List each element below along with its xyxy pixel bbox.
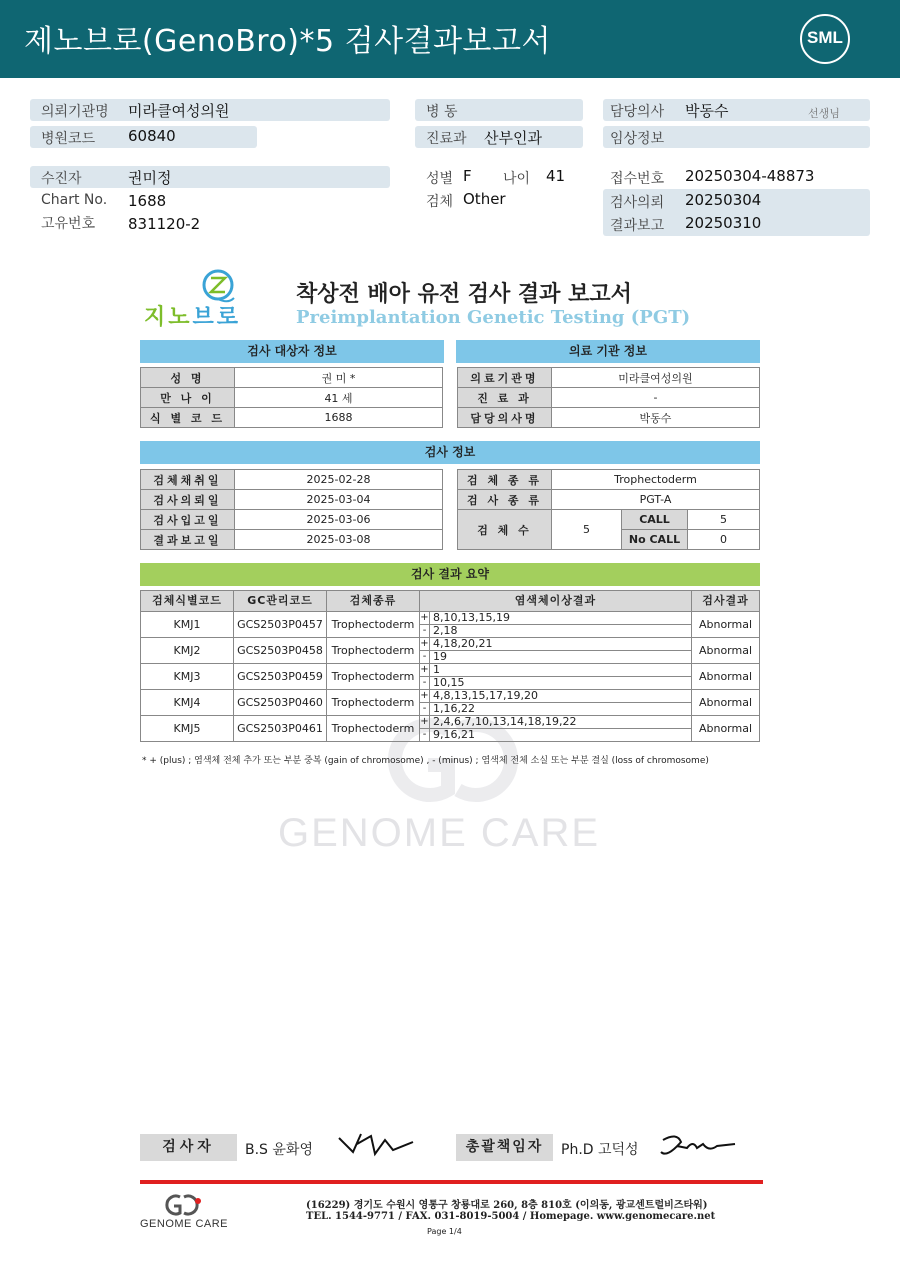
sample-id: KMJ3 [141,664,234,690]
specimen-type: Trophectoderm [552,470,760,490]
report-date-label: 결과보고일 [141,530,235,550]
patient-box [30,166,390,188]
top-banner [0,0,900,78]
chart-label: Chart No. [41,192,108,208]
result-value: Abnormal [692,638,760,664]
specimen-kind: Trophectoderm [327,638,420,664]
inst-doctor: 박동수 [552,408,760,428]
minus-sign: - [420,625,430,638]
hospital-code-label: 병원코드 [41,131,96,147]
request-date: 2025-03-04 [235,490,443,510]
inst-doctor-label: 담당의사명 [458,408,552,428]
test-type: PGT-A [552,490,760,510]
minus-sign: - [420,703,430,716]
age-value: 41 [546,167,566,185]
minus-sign: - [420,677,430,690]
minus-sign: - [420,729,430,742]
sample-id: KMJ5 [141,716,234,742]
specimen-kind: Trophectoderm [327,690,420,716]
age-label: 나이 [503,171,531,187]
patient-label: 수진자 [41,171,82,187]
nocall-value: 0 [688,530,760,550]
subject-id: 1688 [235,408,443,428]
subject-id-label: 식 별 코 드 [141,408,235,428]
result-value: Abnormal [692,612,760,638]
specimen-kind: Trophectoderm [327,664,420,690]
gc-code: GCS2503P0458 [234,638,327,664]
summary-table [140,590,760,742]
footer-contact-line: TEL. 1544-9771 / FAX. 031-8019-5004 / Homepage. www.genomecare.net [306,1211,716,1222]
tester-label: 검사자 [140,1134,237,1161]
report-subtitle: Preimplantation Genetic Testing (PGT) [296,307,691,328]
uid-value: 831120-2 [128,215,201,233]
gain-chromosomes: 4,18,20,21 [430,638,692,651]
gain-chromosomes: 4,8,13,15,17,19,20 [430,690,692,703]
director-signature [657,1128,737,1162]
sml-logo [800,14,850,64]
director-name: Ph.D 고덕성 [561,1142,639,1158]
call-value: 5 [688,510,760,530]
summary-header-gc: GC관리코드 [234,591,327,612]
gc-code: GCS2503P0459 [234,664,327,690]
result-value: Abnormal [692,690,760,716]
report-title: 착상전 배아 유전 검사 결과 보고서 [296,282,632,307]
table-row [141,716,760,729]
result-value: Abnormal [692,664,760,690]
loss-chromosomes: 1,16,22 [430,703,692,716]
footer-address-line: (16229) 경기도 수원시 영통구 창룡대로 260, 8층 810호 (이의동, 광교센트럴비즈타워) [306,1200,708,1211]
ward-label: 병 동 [426,104,458,120]
specimen-value: Other [463,190,506,208]
footer-divider [140,1180,763,1184]
inst-dept-label: 진 료 과 [458,388,552,408]
minus-sign: - [420,651,430,664]
banner-title: 제노브로(GenoBro)*5 검사결과보고서 [24,24,551,59]
plus-sign: + [420,664,429,675]
loss-chromosomes: 9,16,21 [430,729,692,742]
summary-header-result: 검사결과 [692,591,760,612]
call-label: CALL [622,510,688,530]
summary-header-chromosome: 염색체이상결과 [420,591,692,612]
result-value: Abnormal [692,716,760,742]
doctor-label: 담당의사 [610,104,665,120]
plus-sign: + [420,638,429,649]
sex-value: F [463,167,472,185]
nocall-label: No CALL [622,530,688,550]
genome-care-logo-icon [162,1192,202,1218]
page-number: Page 1/4 [427,1227,462,1236]
plus-sign: + [420,716,429,727]
collect-label: 검체채취일 [141,470,235,490]
report-label: 결과보고 [610,218,665,234]
institution-value: 미라클여성의원 [128,102,230,120]
summary-header-id: 검체식별코드 [141,591,234,612]
brand-text-b: 브로 [192,305,242,330]
specimen-kind: Trophectoderm [327,612,420,638]
watermark-text: GENOME CARE [278,811,601,855]
dept-label: 진료과 [426,131,467,147]
loss-chromosomes: 2,18 [430,625,692,638]
tester-signature [337,1130,417,1160]
receive-label: 검사입고일 [141,510,235,530]
subject-name-label: 성 명 [141,368,235,388]
specimen-label: 검체 [426,194,454,210]
test-info-section-header: 검사 정보 [140,441,760,464]
summary-footnote: * + (plus) ; 염색체 전체 추가 또는 부분 중복 (gain of chromosome) , - (minus) ; 염색체 전체 소실 또는 부분 결실 (loss of chromosome) [142,756,709,766]
receipt-value: 20250304-48873 [685,167,815,185]
test-type-table [457,469,760,550]
doctor-suffix: 선생님 [808,107,840,120]
sample-id: KMJ1 [141,612,234,638]
gc-code: GCS2503P0461 [234,716,327,742]
institution-table [457,367,760,428]
uid-label: 고유번호 [41,216,96,232]
sml-logo-text: SML [807,28,843,47]
table-row [141,612,760,625]
request-date-label: 검사의뢰일 [141,490,235,510]
summary-header-type: 검체종류 [327,591,420,612]
doctor-value: 박동수 [685,102,729,120]
subject-table [140,367,443,428]
gc-code: GCS2503P0457 [234,612,327,638]
table-row [141,690,760,703]
subject-name: 권 미 * [235,368,443,388]
test-type-label: 검 사 종 류 [458,490,552,510]
institution-label: 의뢰기관명 [41,104,109,120]
summary-section-header: 검사 결과 요약 [140,563,760,586]
hospital-code-value: 60840 [128,127,176,145]
collect-date: 2025-02-28 [235,470,443,490]
dept-value: 산부인과 [484,129,542,147]
count-value: 5 [552,510,622,550]
sex-label: 성별 [426,171,454,187]
brand-text-a: 지노 [144,305,193,330]
inst-dept: - [552,388,760,408]
gain-chromosomes: 8,10,13,15,19 [430,612,692,625]
sample-id: KMJ2 [141,638,234,664]
subject-age: 41 세 [235,388,443,408]
brand-logo-text [144,300,241,331]
inst-name-label: 의료기관명 [458,368,552,388]
table-row [141,664,760,677]
footer-address [306,1196,715,1222]
request-label: 검사의뢰 [610,195,665,211]
receipt-label: 접수번호 [610,171,665,187]
director-label: 총괄책임자 [456,1134,553,1161]
loss-chromosomes: 19 [430,651,692,664]
plus-sign: + [420,612,429,623]
subject-age-label: 만 나 이 [141,388,235,408]
gc-code: GCS2503P0460 [234,690,327,716]
loss-chromosomes: 10,15 [430,677,692,690]
test-dates-table [140,469,443,550]
inst-name: 미라클여성의원 [552,368,760,388]
plus-sign: + [420,690,429,701]
specimen-type-label: 검 체 종 류 [458,470,552,490]
count-label: 검 체 수 [458,510,552,550]
patient-value: 권미정 [128,169,172,187]
request-value: 20250304 [685,191,762,209]
subject-section-header: 검사 대상자 정보 [140,340,444,363]
tester-name: B.S 윤화영 [245,1142,313,1158]
gain-chromosomes: 2,4,6,7,10,13,14,18,19,22 [430,716,692,729]
gain-chromosomes: 1 [430,664,692,677]
table-row [141,638,760,651]
footer-brand: GENOME CARE [140,1218,229,1230]
receive-date: 2025-03-06 [235,510,443,530]
specimen-kind: Trophectoderm [327,716,420,742]
clinical-label: 임상정보 [610,131,665,147]
sample-id: KMJ4 [141,690,234,716]
report-date: 2025-03-08 [235,530,443,550]
chart-value: 1688 [128,192,167,210]
report-value: 20250310 [685,214,762,232]
institution-section-header: 의료 기관 정보 [456,340,760,363]
